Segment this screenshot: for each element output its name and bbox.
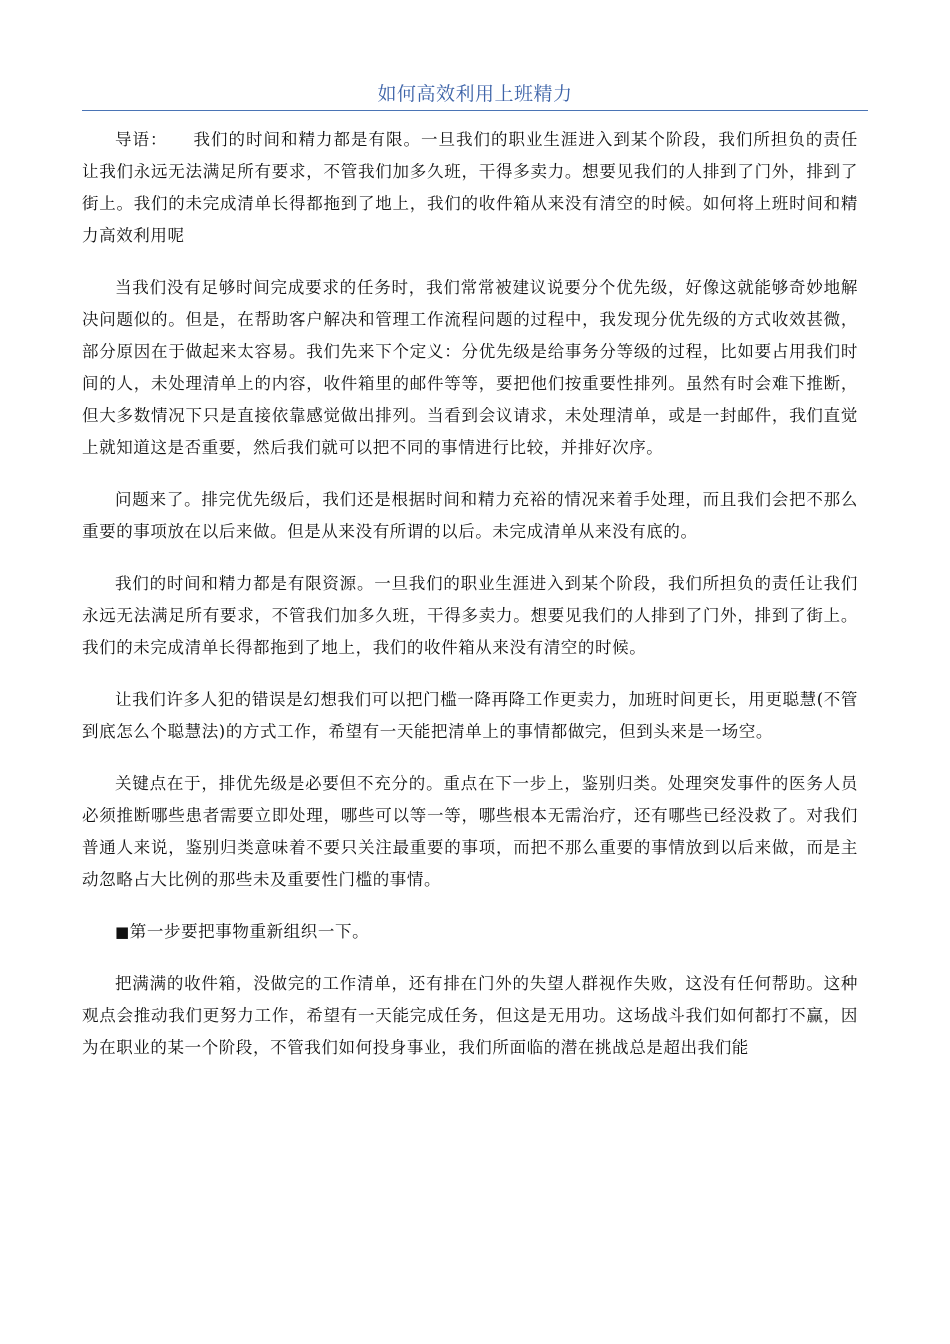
body-paragraph-2: 问题来了。排完优先级后，我们还是根据时间和精力充裕的情况来着手处理，而且我们会把不那么重要的事项放在以后来做。但是从来没有所谓的以后。未完成清单从来没有底的。	[82, 490, 858, 541]
step-text: 第一步要把事物重新组织一下。	[129, 922, 370, 941]
intro-label: 导语：	[115, 130, 168, 149]
step-heading	[82, 916, 858, 948]
body-paragraph-6: 把满满的收件箱，没做完的工作清单，还有排在门外的失望人群视作失败，这没有任何帮助。这种观点会推动我们更努力工作，希望有一天能完成任务，但这是无用功。这场战斗我们如何都打不赢，因为在职业的某一个阶段，不管我们如何投身事业，我们所面临的潜在挑战总是超出我们能	[82, 974, 858, 1057]
document-body	[82, 124, 858, 1084]
body-paragraph-1: 当我们没有足够时间完成要求的任务时，我们常常被建议说要分个优先级，好像这就能够奇妙地解决问题似的。但是，在帮助客户解决和管理工作流程问题的过程中，我发现分优先级的方式收效甚微，部分原因在于做起来太容易。我们先来下个定义：分优先级是给事务分等级的过程，比如要占用我们时间的人，未处理清单上的内容，收件箱里的邮件等等，要把他们按重要性排列。虽然有时会难下推断，但大多数情况下只是直接依靠感觉做出排列。当看到会议请求，未处理清单，或是一封邮件，我们直觉上就知道这是否重要，然后我们就可以把不同的事情进行比较，并排好次序。	[82, 278, 858, 457]
intro-paragraph	[82, 124, 858, 252]
intro-text: 我们的时间和精力都是有限。一旦我们的职业生涯进入到某个阶段，我们所担负的责任让我们永远无法满足所有要求，不管我们加多久班，干得多卖力。想要见我们的人排到了门外，排到了街上。我们的未完成清单长得都拖到了地上，我们的收件箱从来没有清空的时候。如何将上班时间和精力高效利用呢	[82, 130, 858, 245]
body-paragraph-4: 让我们许多人犯的错误是幻想我们可以把门槛一降再降工作更卖力，加班时间更长，用更聪慧(不管到底怎么个聪慧法)的方式工作，希望有一天能把清单上的事情都做完，但到头来是一场空。	[82, 690, 858, 741]
document-title: 如何高效利用上班精力	[377, 83, 573, 105]
body-paragraph-5: 关键点在于，排优先级是必要但不充分的。重点在下一步上，鉴别归类。处理突发事件的医务人员必须推断哪些患者需要立即处理，哪些可以等一等，哪些根本无需治疗，还有哪些已经没救了。对我们普通人来说，鉴别归类意味着不要只关注最重要的事项，而把不那么重要的事情放到以后来做，而是主动忽略占大比例的那些未及重要性门槛的事情。	[82, 774, 858, 889]
body-paragraph-3: 我们的时间和精力都是有限资源。一旦我们的职业生涯进入到某个阶段，我们所担负的责任让我们永远无法满足所有要求，不管我们加多久班，干得多卖力。想要见我们的人排到了门外，排到了街上。我们的未完成清单长得都拖到了地上，我们的收件箱从来没有清空的时候。	[82, 574, 858, 657]
square-bullet-icon: ■	[115, 923, 130, 941]
page-header	[82, 80, 868, 111]
